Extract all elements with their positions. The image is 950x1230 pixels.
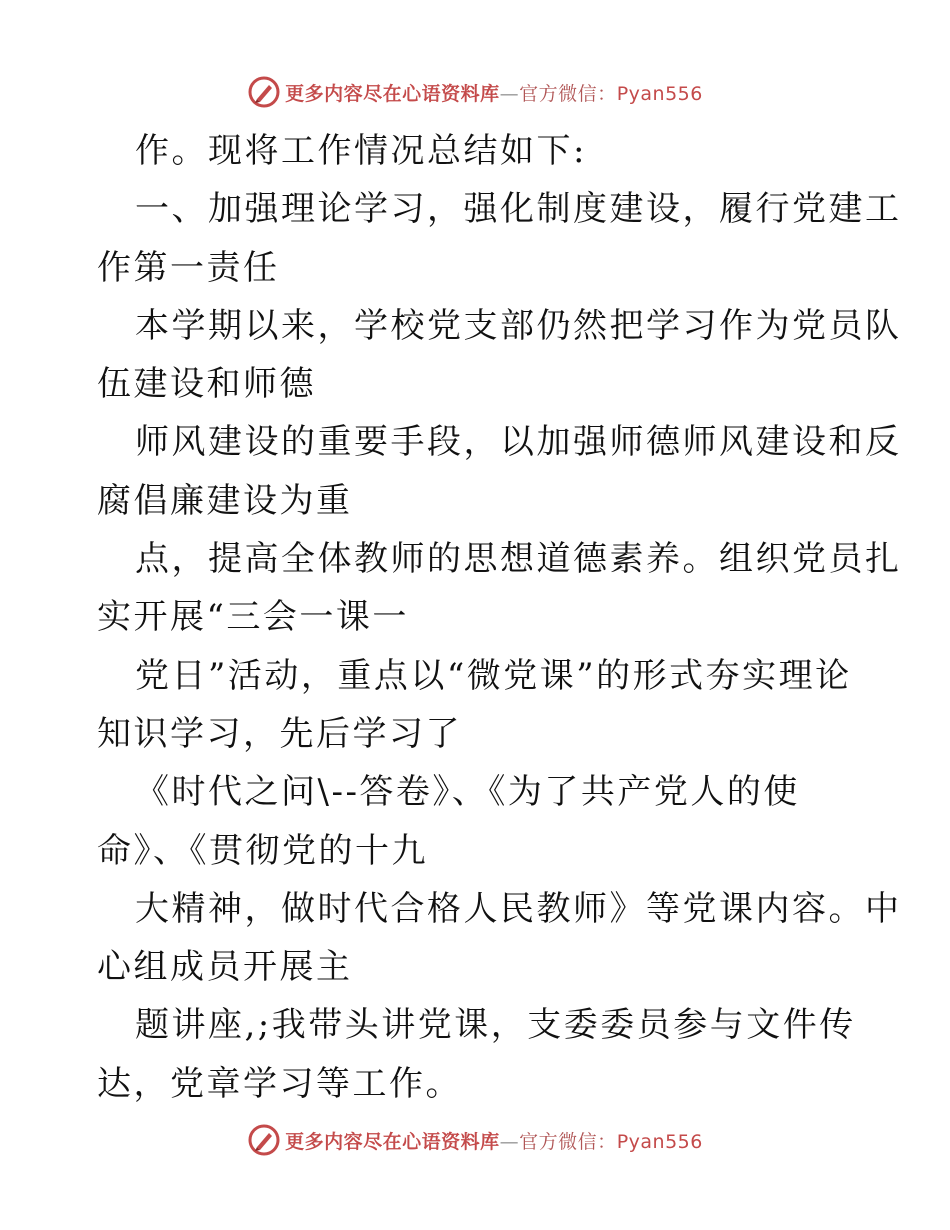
body-line: 命》、《贯彻党的十九	[97, 830, 428, 871]
body-line: 心组成员开展主	[97, 947, 353, 988]
watermark-id: Pyan556	[616, 82, 703, 105]
watermark-id: Pyan556	[616, 1130, 703, 1153]
watermark-footer	[0, 1120, 950, 1160]
body-line: 一、加强理论学习，强化制度建设，履行党建工	[135, 189, 902, 230]
watermark-site: 更多内容尽在心语资料库	[285, 1130, 500, 1153]
body-line: 腐倡廉建设为重	[97, 480, 353, 521]
watermark-text	[285, 1127, 703, 1154]
body-line: 题讲座,;我带头讲党课，支委委员参与文件传	[135, 1005, 856, 1046]
body-line: 达，党章学习等工作。	[97, 1063, 462, 1104]
body-line: 点，提高全体教师的思想道德素养。组织党员扎	[135, 539, 902, 580]
body-line: 实开展“三会一课一	[97, 597, 409, 638]
watermark-contact: 官方微信：	[519, 1130, 617, 1153]
document-body	[97, 122, 902, 1113]
body-line: 师风建设的重要手段，以加强师德师风建设和反	[135, 422, 902, 463]
pen-logo-icon	[247, 1123, 281, 1157]
body-line: 作。现将工作情况总结如下:	[135, 131, 587, 171]
body-line: 知识学习，先后学习了	[97, 713, 462, 754]
body-line: 伍建设和师德	[97, 364, 316, 405]
body-line: 作第一责任	[97, 247, 280, 288]
watermark-text	[285, 79, 703, 106]
body-line: 本学期以来，学校党支部仍然把学习作为党员队	[135, 305, 902, 346]
watermark-header	[0, 72, 950, 112]
watermark-separator: —	[499, 82, 520, 105]
body-line: 大精神，做时代合格人民教师》等党课内容。中	[135, 888, 902, 929]
pen-logo-icon	[247, 75, 281, 109]
body-line: 党日”活动，重点以“微党课”的形式夯实理论	[135, 655, 852, 696]
watermark-contact: 官方微信：	[519, 82, 617, 105]
watermark-separator: —	[499, 1130, 520, 1153]
watermark-site: 更多内容尽在心语资料库	[285, 82, 500, 105]
body-line: 《时代之问\--答卷》、《为了共产党人的使	[135, 772, 800, 813]
